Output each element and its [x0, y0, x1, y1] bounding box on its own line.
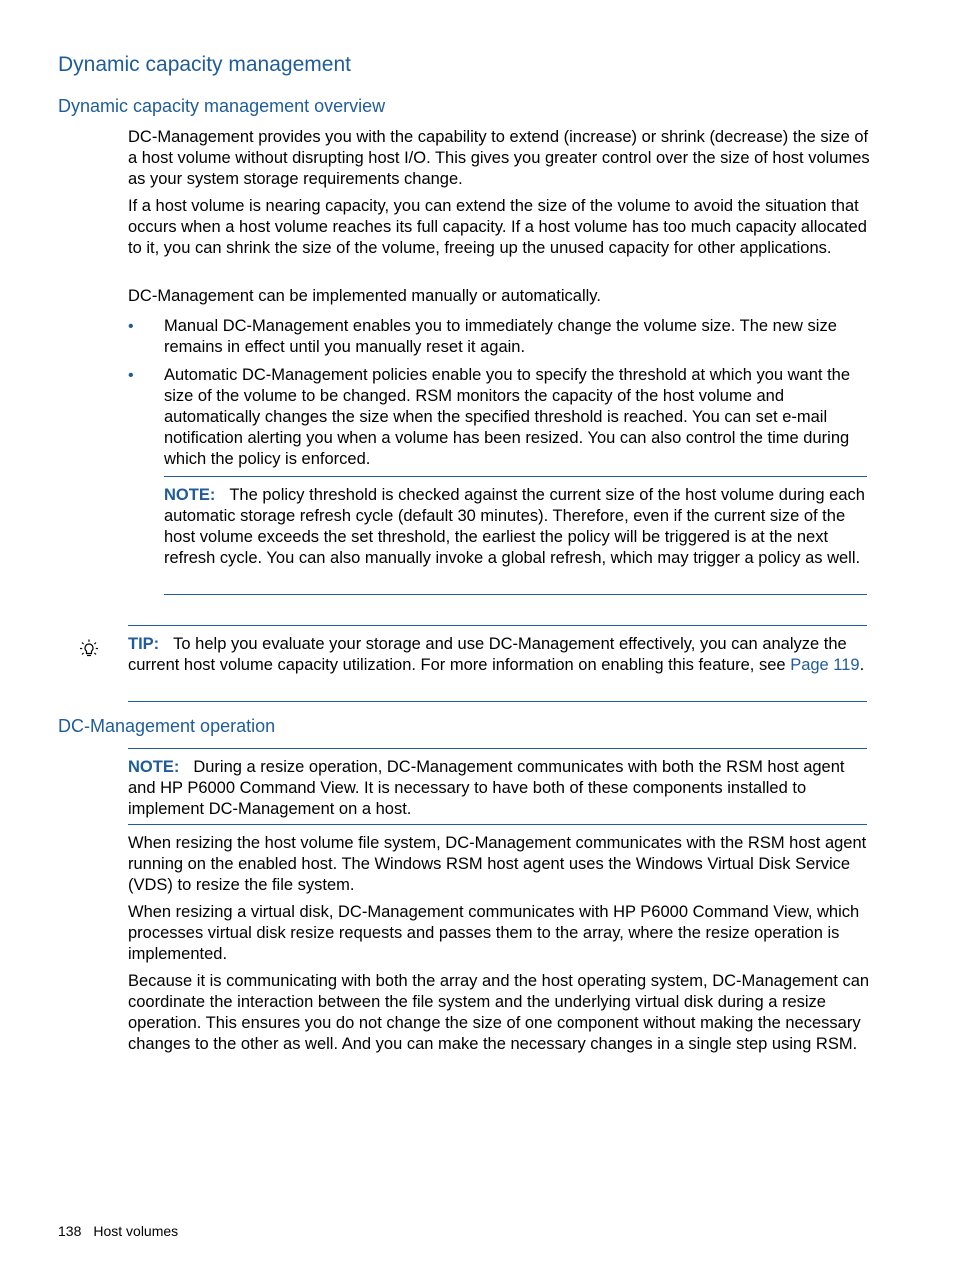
note-policy-threshold: [164, 485, 870, 569]
note-top-rule: [164, 476, 867, 477]
note-label: NOTE:: [164, 486, 216, 504]
section-title-operation: DC-Management operation: [58, 716, 276, 736]
tip-end: .: [859, 656, 865, 674]
bullet-icon: •: [128, 367, 134, 384]
page-footer: [58, 1223, 190, 1239]
tip-bottom-rule: [128, 701, 867, 702]
overview-paragraph-3: DC-Management can be implemented manually or automatically.: [128, 287, 601, 305]
tip-text: To help you evaluate your storage and use DC-Management effectively, you can analyze the current host volume capacity utilization. For more information on enabling this feature, see: [128, 635, 847, 674]
note-label: NOTE:: [128, 758, 180, 776]
operation-paragraph-1: When resizing the host volume file system, DC-Management communicates with the RSM host agent running on the enabled host. The Windows RSM host agent uses the Windows Virtual Disk Service (VDS) to resize the file system.: [128, 834, 867, 894]
operation-paragraph-2: When resizing a virtual disk, DC-Management communicates with HP P6000 Command View, which processes virtual disk resize requests and passes them to the array, where the resize operation is implemented.: [128, 903, 860, 963]
bullet-item-manual: Manual DC-Management enables you to immediately change the volume size. The new size remains in effect until you manually reset it again.: [164, 317, 837, 356]
note-text: The policy threshold is checked against the current size of the host volume during each automatic storage refresh cycle (default 30 minutes). Therefore, even if the current size of the host volume exceeds the set threshold, the earliest the policy will be triggered is at the next refresh cycle. You can also manually invoke a global refresh, which may trigger a policy as well.: [164, 486, 865, 567]
page-number: 138: [58, 1223, 82, 1239]
page-title: Dynamic capacity management: [58, 53, 351, 76]
bullet-icon: •: [128, 318, 134, 335]
note2-bottom-rule: [128, 824, 867, 825]
lightbulb-icon: [78, 638, 100, 660]
section-title-overview: Dynamic capacity management overview: [58, 96, 386, 116]
note-bottom-rule: [164, 594, 867, 595]
note-text: During a resize operation, DC-Management communicates with both the RSM host agent and HP P6000 Command View. It is necessary to have both of these components installed to implement DC-Management on a host.: [128, 758, 845, 818]
overview-paragraph-1: DC-Management provides you with the capability to extend (increase) or shrink (decrease) the size of a host volume without disrupting host I/O. This gives you greater control over the size of host volumes as your system storage requirements change.: [128, 128, 870, 188]
overview-paragraph-2: If a host volume is nearing capacity, you can extend the size of the volume to avoid the situation that occurs when a host volume reaches its full capacity. If a host volume has too much capacity allocated to it, you can shrink the size of the volume, freeing up the unused capacity for other applications.: [128, 197, 867, 257]
tip-label: TIP:: [128, 635, 160, 653]
page-119-link[interactable]: Page 119: [790, 656, 860, 674]
tip-paragraph: [128, 634, 870, 676]
note2-top-rule: [128, 748, 867, 749]
bullet-item-automatic: Automatic DC-Management policies enable you to specify the threshold at which you want the size of the volume to be changed. RSM monitors the capacity of the host volume and automatically changes the size when the specified threshold is reached. You can set e-mail notification alerting you when a volume has been resized. You can also control the time during which the policy is enforced.: [164, 366, 851, 468]
footer-section: Host volumes: [93, 1223, 179, 1239]
operation-paragraph-3: Because it is communicating with both the array and the host operating system, DC-Management can coordinate the interaction between the file system and the underlying virtual disk during a resize operation. This ensures you do not change the size of one component without making the necessary changes to the other as well. And you can make the necessary changes in a single step using RSM.: [128, 972, 870, 1053]
tip-top-rule: [128, 625, 867, 626]
note-resize-operation: [128, 757, 870, 820]
